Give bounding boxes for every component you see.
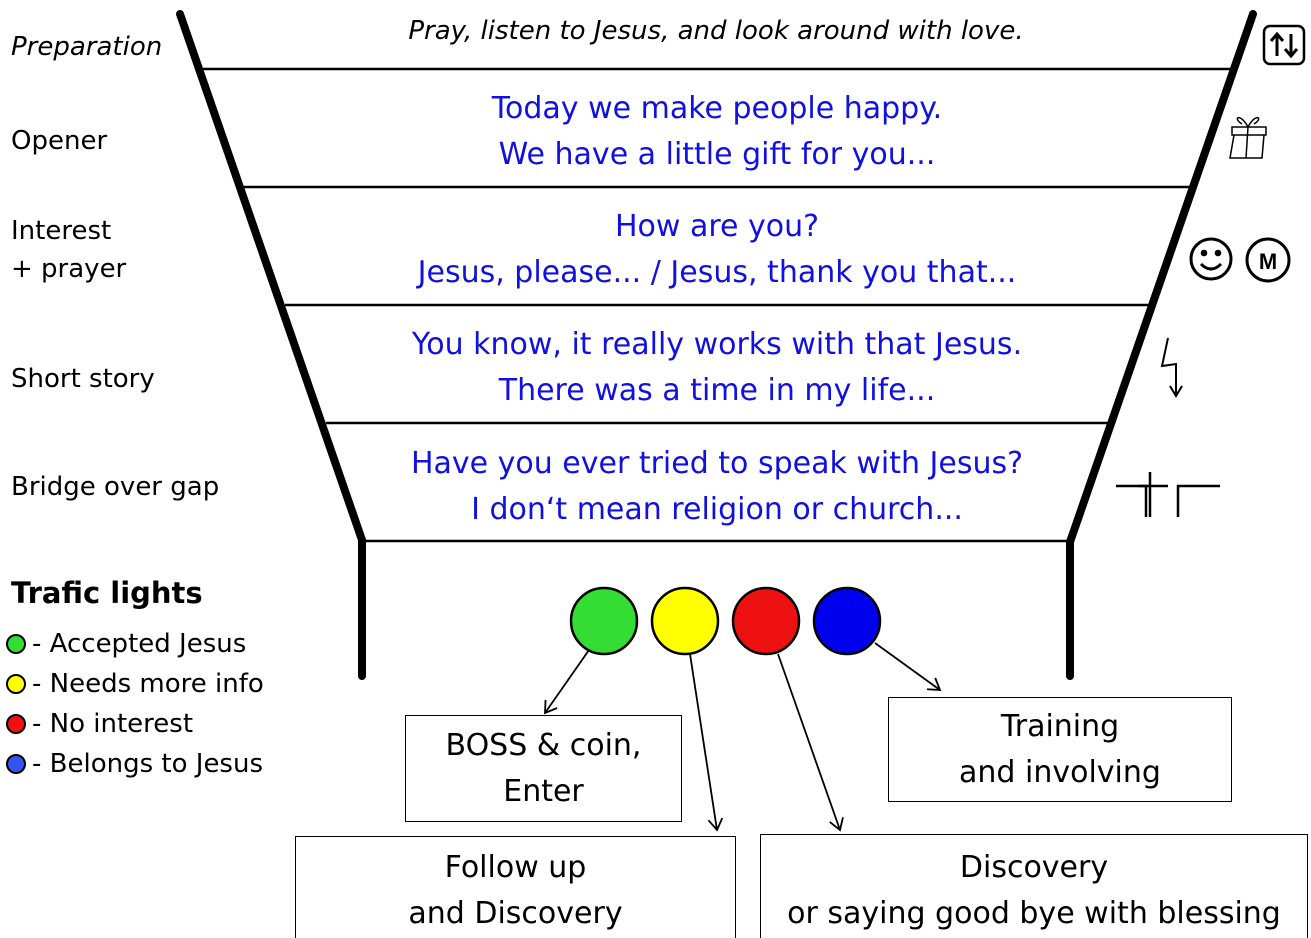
- outcome-line: Training: [1000, 708, 1120, 744]
- traffic-light-red: [733, 588, 799, 654]
- m-letter: M: [1258, 249, 1278, 274]
- stage-label-opener: Opener: [11, 126, 108, 156]
- legend-text: - No interest: [32, 709, 194, 739]
- traffic-light-yellow: [652, 588, 718, 654]
- gift-icon: [1230, 118, 1266, 158]
- funnel-left-wall: [180, 14, 362, 540]
- opener-line-1: Today we make people happy.: [491, 91, 943, 126]
- outcome-line: or saying good bye with blessing: [787, 896, 1281, 931]
- stage-text-opener: [417, 86, 1017, 178]
- stage-text-short-story: [367, 322, 1067, 414]
- m-circle-icon: [1247, 239, 1289, 281]
- arrow-red-to-discovery: [778, 654, 840, 830]
- outcome-line: Enter: [503, 773, 584, 809]
- story-line-2: There was a time in my life...: [498, 373, 936, 408]
- interest-line-1: How are you?: [614, 209, 820, 244]
- outcome-line: Discovery: [959, 850, 1109, 885]
- bridge-cross-icon: [1116, 472, 1220, 517]
- legend-item: [6, 664, 264, 704]
- legend-item: [6, 624, 264, 664]
- legend-item: [6, 704, 264, 744]
- stage-text-preparation: Pray, listen to Jesus, and look around with love.: [408, 16, 1024, 46]
- legend: [6, 624, 264, 784]
- legend-dot-red: [6, 714, 26, 734]
- smiley-icon: [1191, 239, 1231, 279]
- legend-item: [6, 744, 264, 784]
- arrow-blue-to-training: [875, 643, 940, 690]
- traffic-light-green: [571, 588, 637, 654]
- outcome-line: and Discovery: [408, 896, 623, 931]
- traffic-light-blue: [814, 588, 880, 654]
- stage-label-short-story: Short story: [11, 364, 155, 394]
- outcome-line: BOSS & coin,: [445, 727, 642, 763]
- outcome-box-boss: [405, 715, 682, 822]
- outcome-box-discovery: [760, 834, 1308, 938]
- stage-label-interest-prayer: Interest + prayer: [11, 216, 127, 284]
- stage-text-bridge: [367, 441, 1067, 533]
- bridge-line-2: I don‘t mean religion or church...: [471, 492, 963, 527]
- outcome-box-training: [888, 697, 1232, 802]
- stage-label-preparation: Preparation: [11, 32, 163, 62]
- arrow-yellow-to-follow-up: [690, 654, 717, 830]
- opener-line-2: We have a little gift for you...: [498, 137, 936, 172]
- legend-text: - Belongs to Jesus: [32, 749, 264, 779]
- arrow-green-to-boss: [545, 650, 589, 713]
- legend-text: - Needs more info: [32, 669, 264, 699]
- legend-dot-yellow: [6, 674, 26, 694]
- stage-label-bridge: Bridge over gap: [11, 472, 220, 502]
- interest-line-2: Jesus, please... / Jesus, thank you that...: [417, 255, 1017, 290]
- bridge-line-1: Have you ever tried to speak with Jesus?: [410, 446, 1024, 481]
- legend-dot-blue: [6, 754, 26, 774]
- stage-text-interest: [367, 204, 1067, 296]
- outcome-box-follow-up: [295, 836, 736, 938]
- story-line-1: You know, it really works with that Jesus.: [411, 327, 1023, 362]
- outcome-line: Follow up: [444, 850, 587, 885]
- legend-title: Trafic lights: [11, 576, 203, 610]
- funnel-right-wall: [1070, 14, 1253, 542]
- lightning-arrow-icon: [1162, 338, 1182, 396]
- legend-text: - Accepted Jesus: [32, 629, 247, 659]
- outcome-line: and involving: [959, 754, 1161, 790]
- legend-dot-green: [6, 634, 26, 654]
